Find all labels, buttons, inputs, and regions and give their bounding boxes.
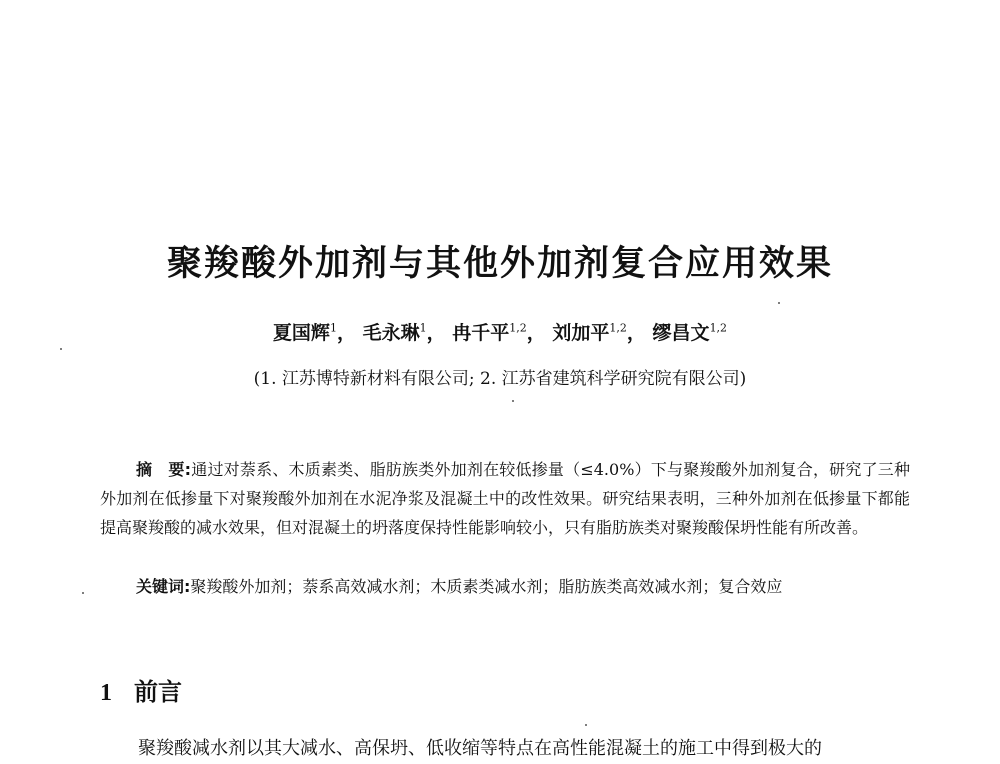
section-heading — [100, 672, 182, 707]
scan-speck — [585, 724, 587, 726]
keywords — [100, 572, 910, 601]
body-paragraph: 聚羧酸减水剂以其大减水、高保坍、低收缩等特点在高性能混凝土的施工中得到极大的 — [138, 738, 822, 759]
abstract-text: 通过对萘系、木质素类、脂肪族类外加剂在较低掺量（≤4.0%）下与聚羧酸外加剂复合，研究了三种外加剂在低掺量下对聚羧酸外加剂在水泥净浆及混凝土中的改性效果。研究结果表明，三种外加剂在低掺量下都能提高聚羧酸的减水效果，但对混凝土的坍落度保持性能影响较小，只有脂肪族类对聚羧酸保坍性能有所改善。 — [100, 460, 910, 537]
author-list — [0, 318, 1000, 345]
author: 刘加平$^{1,2}$， — [552, 321, 646, 344]
abstract-label: 摘 要: — [136, 460, 192, 479]
scan-speck — [512, 400, 514, 402]
section-title: 前言 — [134, 677, 182, 706]
scan-speck — [778, 302, 780, 304]
keywords-label: 关键词: — [136, 577, 191, 596]
affiliation: (1. 江苏博特新材料有限公司; 2. 江苏省建筑科学研究院有限公司) — [253, 369, 747, 389]
author: 毛永琳$^1$， — [362, 321, 446, 344]
scan-speck — [82, 592, 84, 594]
author: 冉千平$^{1,2}$， — [452, 321, 546, 344]
author: 缪昌文$^{1,2}$ — [652, 321, 728, 344]
keywords-text: 聚羧酸外加剂；萘系高效减水剂；木质素类减水剂；脂肪族类高效减水剂；复合效应 — [190, 577, 783, 596]
author: 夏国辉$^1$， — [272, 321, 356, 344]
paper-title: 聚羧酸外加剂与其他外加剂复合应用效果 — [166, 243, 833, 284]
abstract — [100, 455, 910, 542]
scan-speck — [60, 348, 62, 350]
section-number: 1 — [100, 680, 112, 706]
